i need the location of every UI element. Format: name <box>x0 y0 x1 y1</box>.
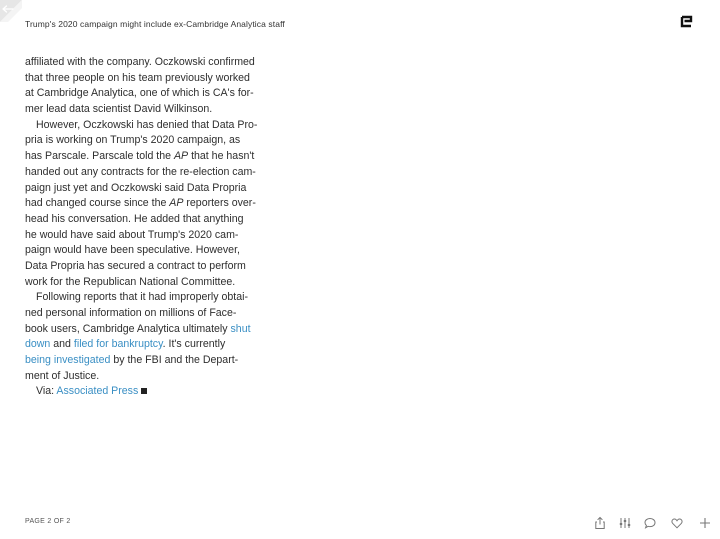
article-text: book users, Cambridge Analytica ultimately <box>25 322 231 335</box>
article-body <box>25 55 258 400</box>
article-text: AP <box>173 150 189 163</box>
article-line <box>25 149 255 165</box>
back-arrow-icon <box>0 0 26 26</box>
article-line <box>25 212 247 228</box>
bottom-toolbar <box>0 516 720 532</box>
share-icon[interactable] <box>593 516 607 530</box>
shut-down-link[interactable]: shut <box>230 322 251 335</box>
article-line <box>25 86 254 102</box>
article-text: AP <box>169 197 184 210</box>
article-line <box>25 243 247 259</box>
page-indicator: PAGE 2 OF 2 <box>25 518 71 525</box>
article-line <box>25 337 247 353</box>
article-line <box>25 181 247 197</box>
plus-icon[interactable] <box>698 516 712 530</box>
article-line <box>25 384 247 400</box>
associated-press-link[interactable]: Associated Press <box>56 385 139 398</box>
filed-for-bankruptcy-link[interactable]: filed for bankruptcy <box>73 338 163 351</box>
article-line <box>25 133 247 149</box>
article-line <box>25 102 247 118</box>
heart-icon[interactable] <box>670 516 684 530</box>
article-line <box>25 259 247 275</box>
article-text: Data Propria has secured a contract to perform <box>25 259 246 272</box>
back-corner-button[interactable] <box>0 0 26 26</box>
article-text: handed out any contracts for the re-election cam- <box>25 165 256 178</box>
article-text: paign just yet and Oczkowski said Data Propria <box>25 181 247 194</box>
article-line <box>25 228 247 244</box>
article-text: . It's currently <box>162 338 226 351</box>
settings-sliders-icon[interactable] <box>618 516 632 530</box>
being-investigated-link[interactable]: being investigated <box>25 354 111 367</box>
shut-down-link[interactable]: down <box>25 338 51 351</box>
article-text: at Cambridge Analytica, one of which is CA's for- <box>25 87 254 100</box>
article-text: head his conversation. He added that anything <box>25 212 244 225</box>
article-line <box>25 55 255 71</box>
article-line <box>25 118 258 134</box>
article-line <box>25 306 247 322</box>
article-text: and <box>50 338 74 351</box>
article-line <box>25 165 256 181</box>
article-line <box>25 353 247 369</box>
end-of-article-mark <box>141 388 147 394</box>
article-text: Via: <box>36 385 57 398</box>
article-text: reporters over- <box>183 197 256 210</box>
article-text: mer lead data scientist David Wilkinson. <box>25 103 213 116</box>
article-line <box>25 322 251 338</box>
article-text: paign would have been speculative. However, <box>25 244 240 257</box>
article-line <box>25 369 247 385</box>
article-text: work for the Republican National Committee. <box>25 275 236 288</box>
article-line <box>25 275 247 291</box>
article-text: that three people on his team previously worked <box>25 71 250 84</box>
article-text: affiliated with the company. Oczkowski confirmed <box>25 56 255 68</box>
engadget-logo-icon[interactable] <box>679 14 695 30</box>
comment-icon[interactable] <box>643 516 657 530</box>
article-text: has Parscale. Parscale told the <box>25 150 174 163</box>
article-text: ment of Justice. <box>25 369 100 382</box>
article-text: he would have said about Trump's 2020 cam- <box>25 228 239 241</box>
article-text: However, Oczkowski has denied that Data Pro- <box>36 118 258 131</box>
article-line <box>25 196 256 212</box>
article-header-title: Trump's 2020 campaign might include ex-Cambridge Analytica staff <box>25 19 285 29</box>
article-text: by the FBI and the Depart- <box>110 354 239 367</box>
article-text: pria is working on Trump's 2020 campaign, as <box>25 134 241 147</box>
article-text: ned personal information on millions of Face- <box>25 307 237 319</box>
article-line <box>25 71 250 87</box>
article-text: had changed course since the <box>25 197 170 210</box>
article-text: Following reports that it had improperly obtai- <box>36 291 248 304</box>
article-text: that he hasn't <box>188 150 255 163</box>
article-line <box>25 290 247 306</box>
